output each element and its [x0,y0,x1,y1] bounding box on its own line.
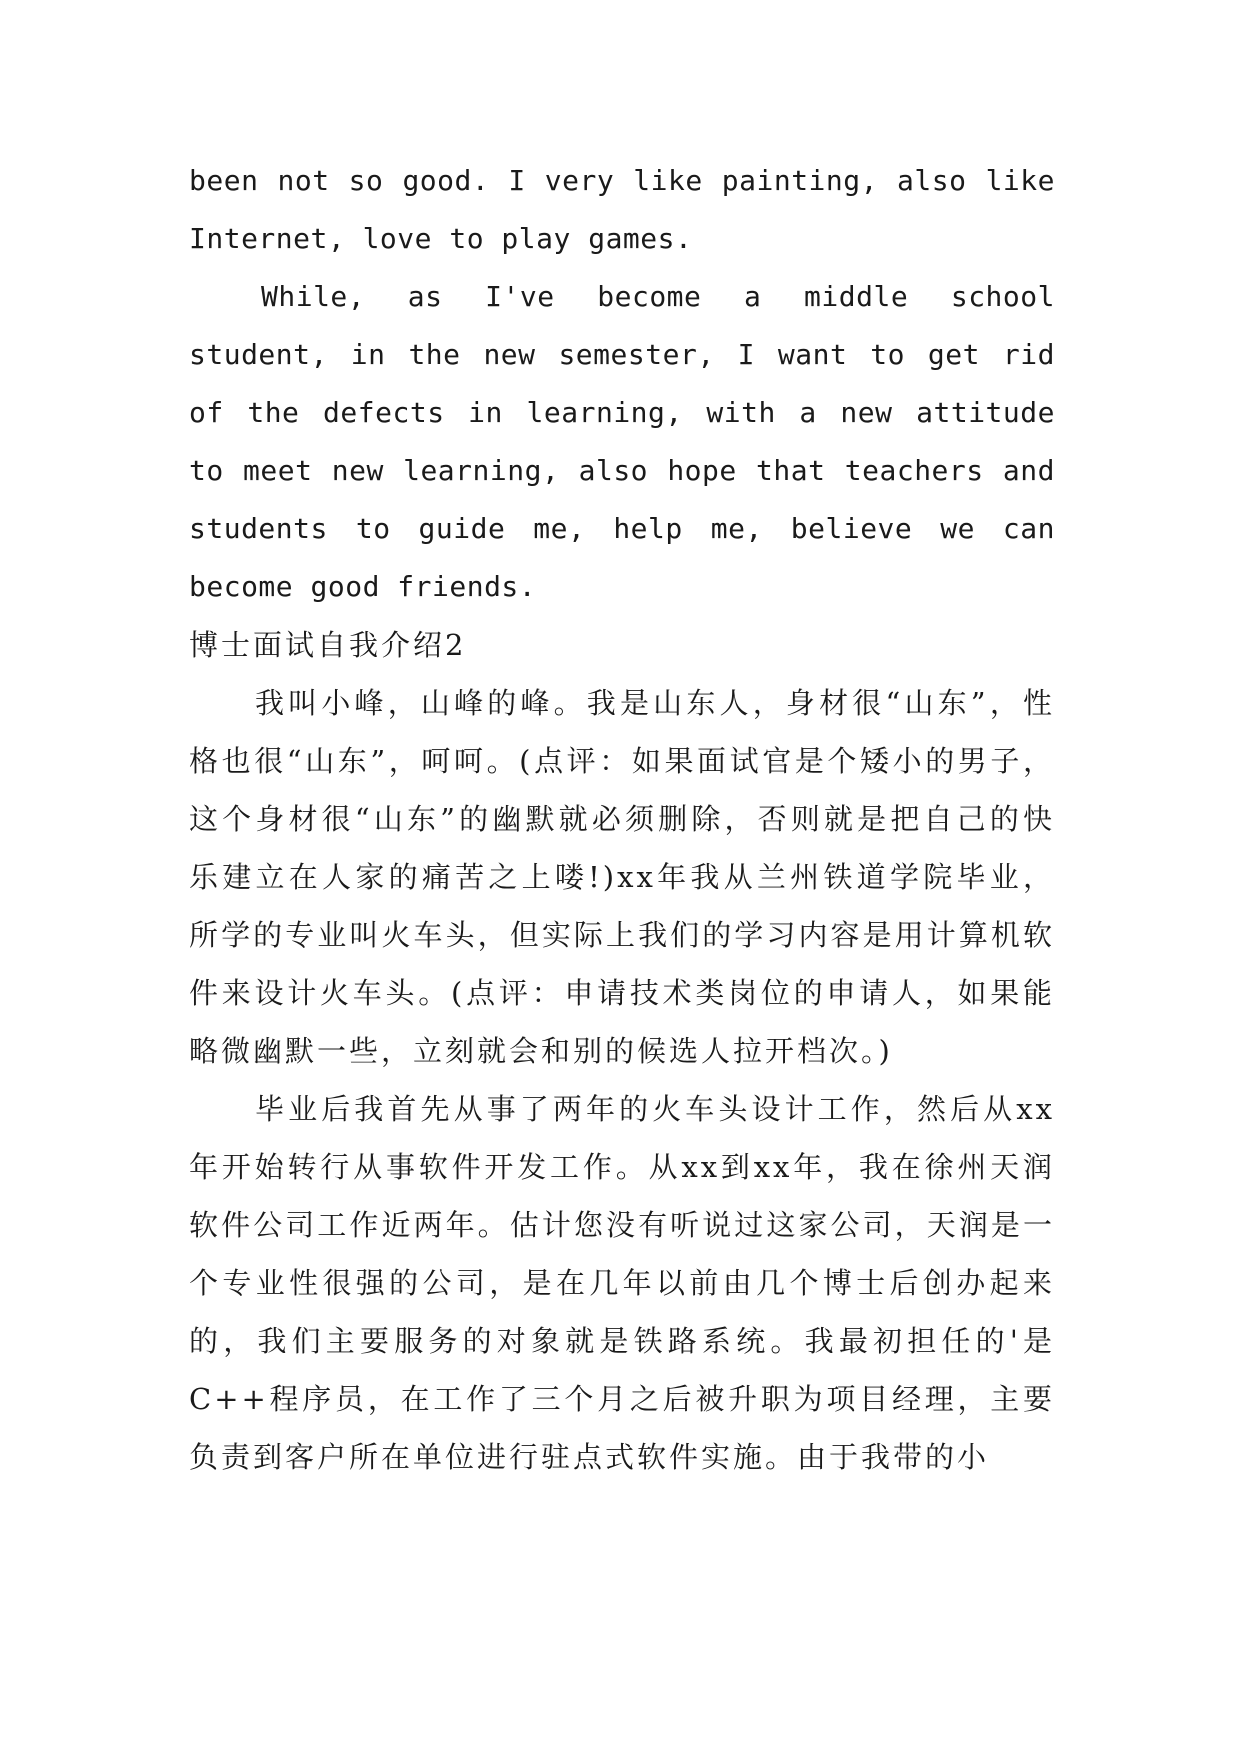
paragraph-chinese-2: 毕业后我首先从事了两年的火车头设计工作，然后从xx年开始转行从事软件开发工作。从xx到xx年，我在徐州天润软件公司工作近两年。估计您没有听说过这家公司，天润是一个专业性很强的公司，是在几年以前由几个博士后创办起来的，我们主要服务的对象就是铁路系统。我最初担任的'是C++程序员，在工作了三个月之后被升职为项目经理，主要负责到客户所在单位进行驻点式软件实施。由于我带的小 [189,1092,1055,1474]
section-heading: 博士面试自我介绍2 [189,628,467,662]
paragraph-english-2: While, as I've become a middle school student, in the new semester, I want to get rid of the defects in learning, with a new attitude to meet new learning, also hope that teachers and students to guide me, help me, believe we can become good friends. [189,280,1055,603]
paragraph-english-1: been not so good. I very like painting, also like Internet, love to play games. [189,164,1055,255]
paragraph-chinese-1: 我叫小峰，山峰的峰。我是山东人，身材很“山东”，性格也很“山东”，呵呵。(点评：如果面试官是个矮小的男子，这个身材很“山东”的幽默就必须删除，否则就是把自己的快乐建立在人家的痛苦之上喽!)xx年我从兰州铁道学院毕业，所学的专业叫火车头，但实际上我们的学习内容是用计算机软件来设计火车头。(点评：申请技术类岗位的申请人，如果能略微幽默一些，立刻就会和别的候选人拉开档次。) [189,686,1055,1068]
document-body [189,152,1055,1486]
